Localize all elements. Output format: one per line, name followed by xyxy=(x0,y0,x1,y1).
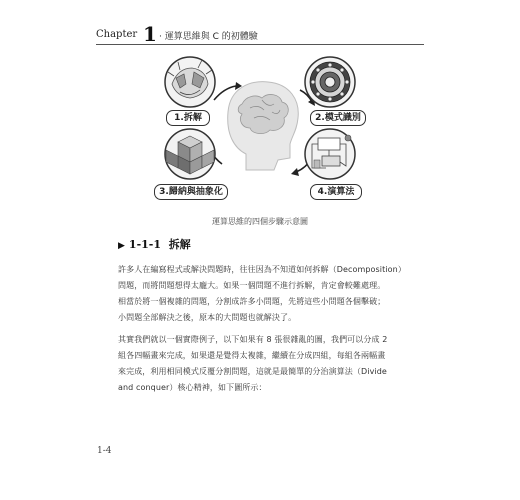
text-line: 其實我們就以一個實際例子，以下如果有 8 張很雜亂的圖，我們可以分成 2 xyxy=(118,335,388,344)
text-line: 組各四幅畫來完成，如果還是覺得太複雜，繼續在分成四組，每組各兩幅畫 xyxy=(118,351,386,360)
computational-thinking-figure xyxy=(150,54,370,216)
brain-head-icon xyxy=(228,82,299,170)
pattern-recognition-illustration xyxy=(305,57,355,107)
text-line: 相當於將一個複雜的問題，分割成許多小問題，先將這些小問題各個擊破； xyxy=(118,297,386,306)
section-number: 1-1-1 xyxy=(128,238,162,251)
chapter-label: Chapter xyxy=(96,29,138,40)
chapter-header xyxy=(96,22,424,46)
paragraph-decomposition-intro xyxy=(118,262,408,326)
section-heading xyxy=(118,236,191,252)
text-line: 小問題全部解決之後，原本的大問題也就解決了。 xyxy=(118,313,297,322)
text-line: 問題，而將問題想得太龐大。如果一個問題不進行拆解，肯定會較難處理。 xyxy=(118,281,386,290)
figure-caption: 運算思維的四個步驟示意圖 xyxy=(212,217,308,226)
section-title: 拆解 xyxy=(168,238,191,251)
page-number: 1-4 xyxy=(97,446,112,456)
abstraction-illustration xyxy=(165,129,215,179)
figure-label-algorithm: 4.演算法 xyxy=(310,184,362,200)
figure-label-decomposition: 1.拆解 xyxy=(166,110,210,126)
figure-label-pattern-recognition: 2.模式識別 xyxy=(310,110,366,126)
text-line: and conquer）核心精神，如下圖所示： xyxy=(118,383,267,392)
decomposition-illustration xyxy=(165,57,215,107)
chapter-number: 1 xyxy=(143,22,157,46)
triangle-bullet-icon: ▶ xyxy=(118,241,125,251)
text-line: 來完成，利用相同模式反覆分割問題，這就是最簡單的分治演算法（Divide xyxy=(118,367,387,376)
paragraph-divide-and-conquer xyxy=(118,332,408,396)
algorithm-illustration xyxy=(305,129,355,179)
figure-label-abstraction: 3.歸納與抽象化 xyxy=(154,184,228,200)
chapter-title: · 運算思維與 C 的初體驗 xyxy=(159,32,258,42)
text-line: 許多人在編寫程式或解決問題時，往往因為不知道如何拆解（Decomposition） xyxy=(118,265,406,274)
